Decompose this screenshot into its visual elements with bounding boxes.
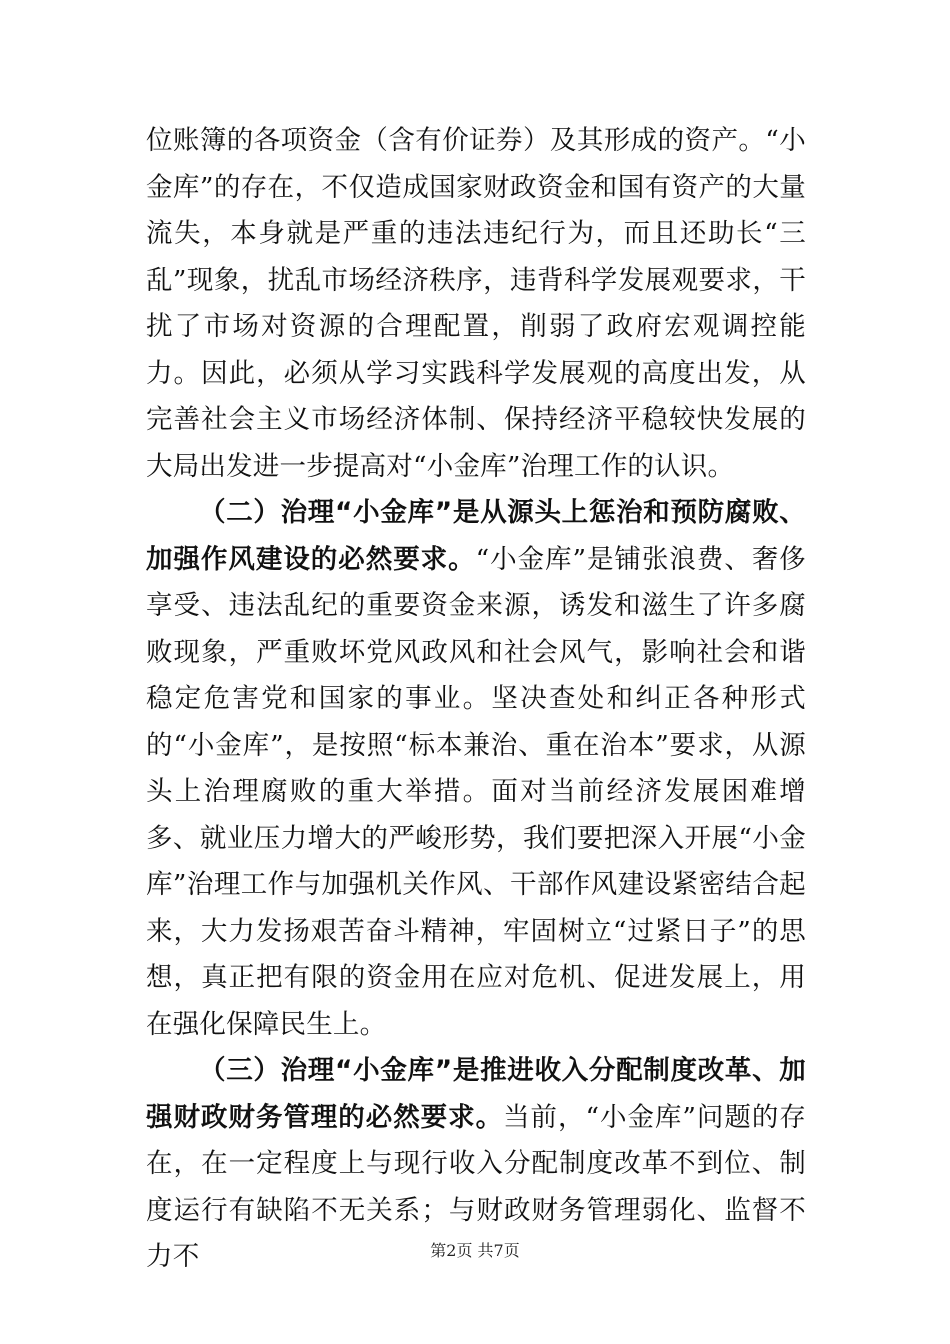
paragraph-text: 当前，“小金库”问题的存在，在一定程度上与现行收入分配制度改革不到位、制度运行有缺陷不无关系；与财政财务管理弱化、监督不力不 (146, 1101, 806, 1272)
page-footer (0, 1238, 950, 1261)
page-number: 第2页 共7页 (430, 1241, 520, 1260)
paragraph-text: 位账簿的各项资金（含有价证券）及其形成的资产。“小金库”的存在，不仅造成国家财政资金和国有资产的大量流失，本身就是严重的违法违纪行为，而且还助长“三乱”现象，扰乱市场经济秩序，违背科学发展观要求，干扰了市场对资源的合理配置，削弱了政府宏观调控能力。因此，必须从学习实践科学发展观的高度出发，从完善社会主义市场经济体制、保持经济平稳较快发展的大局出发进一步提高对“小金库”治理工作的认识。 (146, 125, 806, 482)
paragraph-section-2 (146, 490, 806, 1048)
section-heading-2: （二）治理“小金库”是从源头上惩治和预防腐败、加强作风建设的必然要求。 (146, 497, 806, 575)
document-body (146, 118, 806, 1281)
paragraph-text: “小金库”是铺张浪费、奢侈享受、违法乱纪的重要资金来源，诱发和滋生了许多腐败现象，严重败坏党风政风和社会风气，影响社会和谐稳定危害党和国家的事业。坚决查处和纠正各种形式的“小金库”，是按照“标本兼治、重在治本”要求，从源头上治理腐败的重大举措。面对当前经济发展困难增多、就业压力增大的严峻形势，我们要把深入开展“小金库”治理工作与加强机关作风、干部作风建设紧密结合起来，大力发扬艰苦奋斗精神，牢固树立“过紧日子”的思想，真正把有限的资金用在应对危机、促进发展上，用在强化保障民生上。 (146, 543, 806, 1040)
section-heading-3: （三）治理“小金库”是推进收入分配制度改革、加强财政财务管理的必然要求。 (146, 1055, 806, 1133)
paragraph-continued (146, 118, 806, 490)
